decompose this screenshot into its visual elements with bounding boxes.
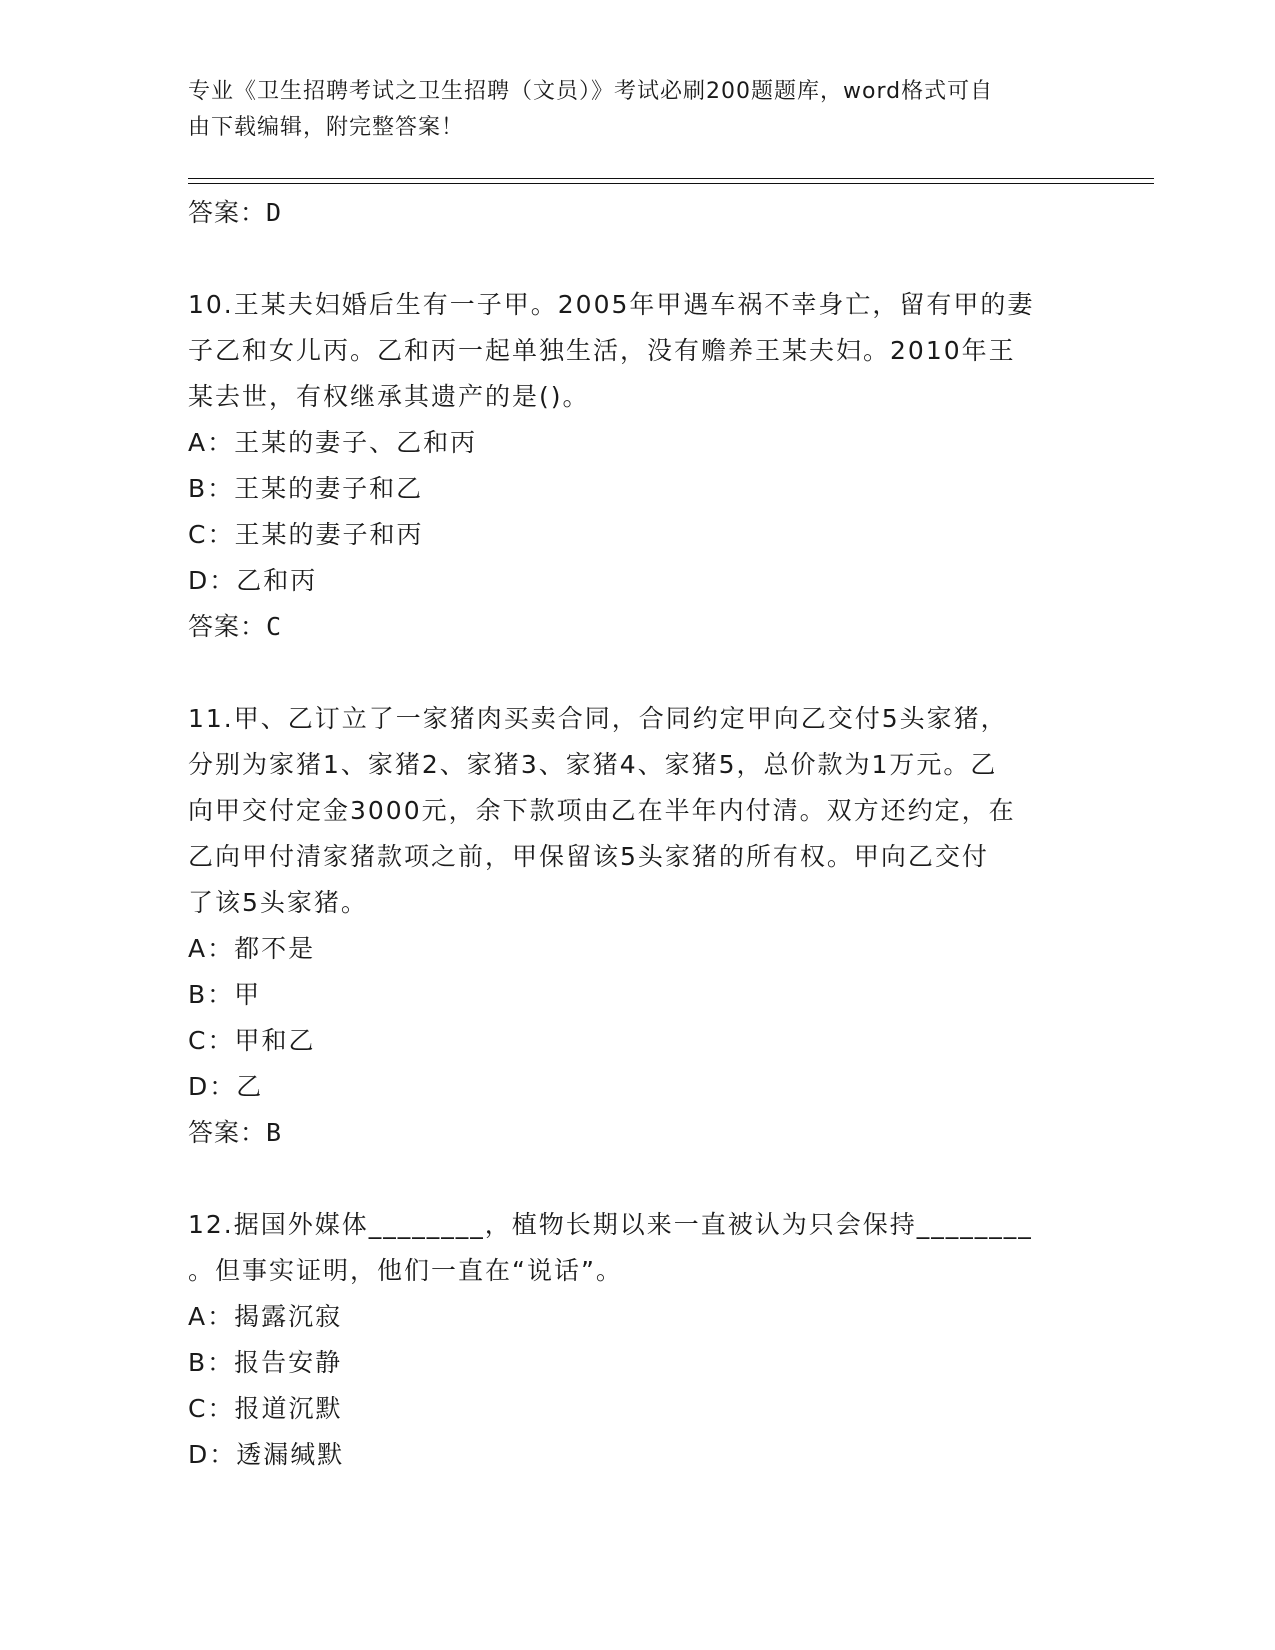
option-b: B：王某的妻子和乙 [188, 474, 424, 503]
question-text: 向甲交付定金3000元，余下款项由乙在半年内付清。双方还约定，在 [188, 796, 1016, 825]
question-text: 了该5头家猪。 [188, 888, 368, 917]
option-c: C：王某的妻子和丙 [188, 520, 424, 549]
question-11 [188, 696, 1088, 1156]
document-header [188, 74, 1088, 146]
question-text: 某去世，有权继承其遗产的是()。 [188, 382, 590, 411]
question-10 [188, 282, 1088, 650]
spacer [188, 236, 1088, 282]
header-divider-bottom [188, 183, 1154, 184]
option-b: B：甲 [188, 980, 262, 1009]
header-divider-top [188, 178, 1154, 179]
header-line-1: 专业《卫生招聘考试之卫生招聘（文员）》考试必刷200题题库，word格式可自 [188, 79, 994, 104]
question-text: 子乙和女儿丙。乙和丙一起单独生活，没有赡养王某夫妇。2010年王 [188, 336, 1016, 365]
question-text: 分别为家猪1、家猪2、家猪3、家猪4、家猪5，总价款为1万元。乙 [188, 750, 998, 779]
answer: 答案：C [188, 612, 283, 641]
option-c: C：甲和乙 [188, 1026, 316, 1055]
question-list [188, 190, 1088, 1478]
option-a: A：王某的妻子、乙和丙 [188, 428, 478, 457]
question-text: 。但事实证明，他们一直在“说话”。 [188, 1256, 623, 1285]
question-text: 乙向甲付清家猪款项之前，甲保留该5头家猪的所有权。甲向乙交付 [188, 842, 989, 871]
option-d: D：乙和丙 [188, 566, 318, 595]
answer: 答案：B [188, 1118, 283, 1147]
question-text: 11.甲、乙订立了一家猪肉买卖合同，合同约定甲向乙交付5头家猪， [188, 704, 1008, 733]
option-c: C：报道沉默 [188, 1394, 343, 1423]
option-a: A：都不是 [188, 934, 316, 963]
header-line-2: 由下载编辑，附完整答案！ [188, 115, 465, 140]
spacer [188, 650, 1088, 696]
option-b: B：报告安静 [188, 1348, 343, 1377]
answer-previous: 答案：D [188, 198, 283, 227]
question-text: 12.据国外媒体________，植物长期以来一直被认为只会保持________ [188, 1210, 1033, 1239]
option-a: A：揭露沉寂 [188, 1302, 343, 1331]
question-12 [188, 1202, 1088, 1478]
question-text: 10.王某夫妇婚后生有一子甲。2005年甲遇车祸不幸身亡，留有甲的妻 [188, 290, 1035, 319]
option-d: D：乙 [188, 1072, 264, 1101]
option-d: D：透漏缄默 [188, 1440, 345, 1469]
spacer [188, 1156, 1088, 1202]
